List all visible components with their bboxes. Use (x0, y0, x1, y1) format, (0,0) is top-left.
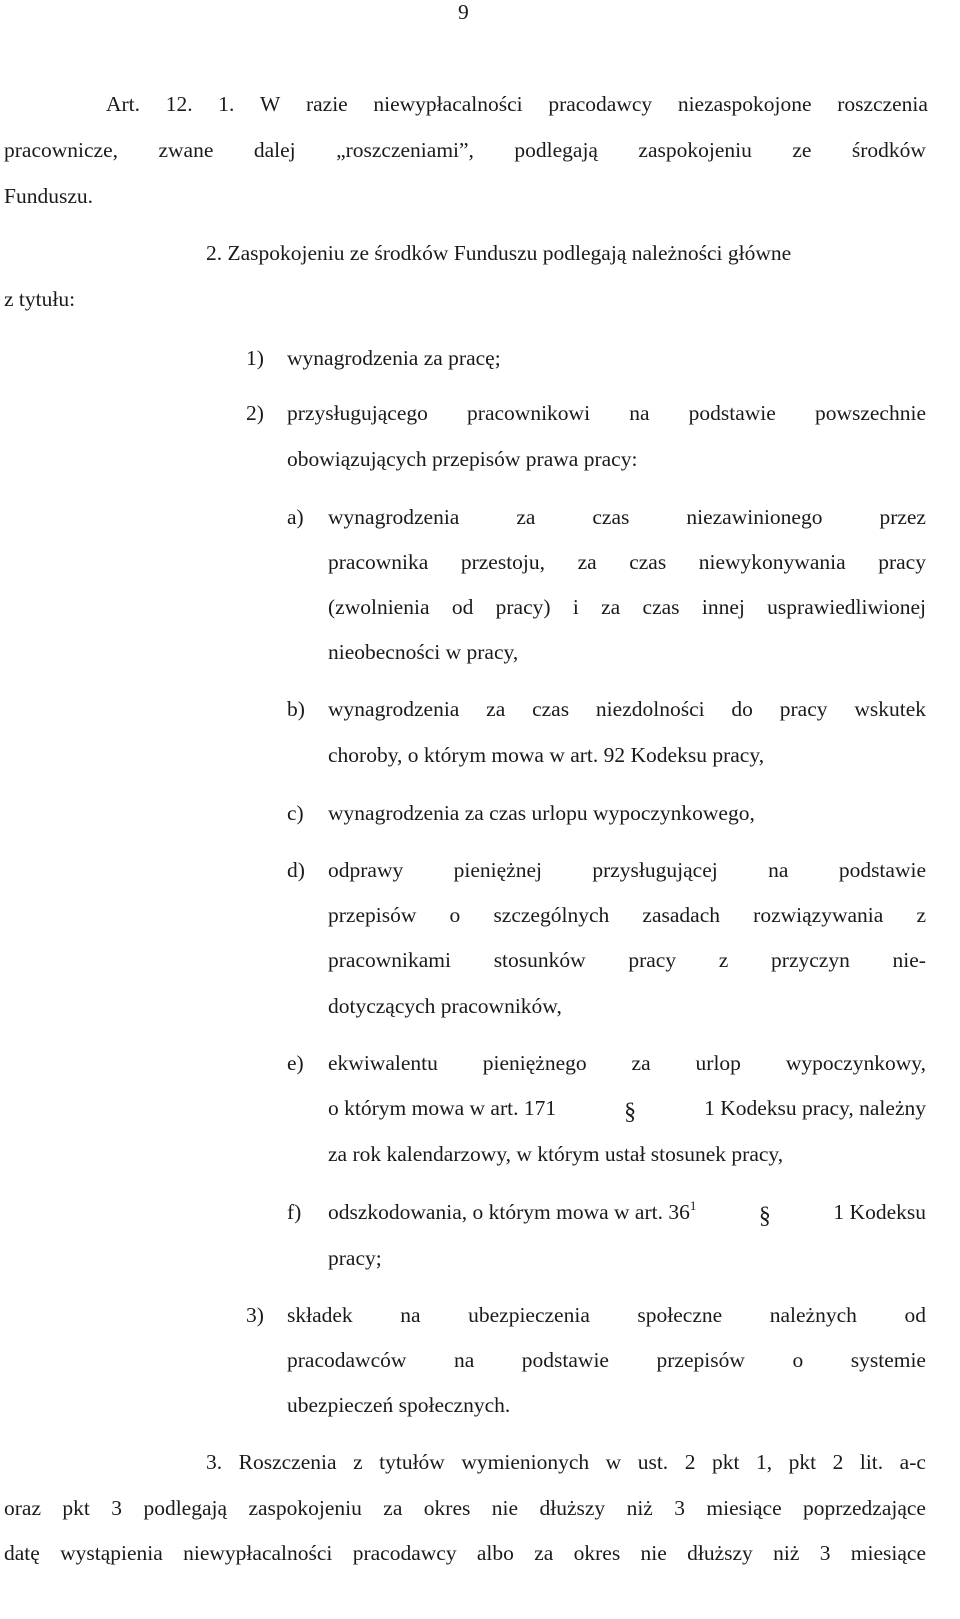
article-line-3: Funduszu. (4, 184, 93, 208)
article-line-1 (106, 94, 928, 116)
letter-text-line-2 (328, 1096, 926, 1125)
word: poprzedzające (803, 1496, 926, 1520)
letter-label: d) (287, 858, 305, 882)
word: 3. (206, 1450, 223, 1474)
word: dłuższy (539, 1496, 606, 1520)
word: społeczne (637, 1303, 723, 1327)
letter-text-line-3 (328, 950, 926, 972)
word: zaspokojeniu (248, 1496, 362, 1520)
word: pracy (779, 697, 828, 721)
word: rozwiązywania (753, 903, 884, 927)
word: przepisów (328, 903, 417, 927)
word: przysługującego (287, 401, 428, 425)
word: dłuższy (687, 1541, 753, 1565)
word: wymienionych (461, 1450, 590, 1474)
word: wystąpienia (60, 1541, 163, 1565)
word: miesiące (850, 1541, 926, 1565)
word: przez (879, 505, 926, 529)
word: albo (476, 1541, 514, 1565)
letter-label: c) (287, 801, 304, 825)
word: pracownika (328, 550, 429, 574)
word: odprawy (328, 858, 404, 882)
section-sign: § (624, 1099, 637, 1125)
word: 12. (165, 92, 193, 116)
word: podstawie (838, 858, 926, 882)
word: dalej (253, 138, 296, 162)
word: 3 (819, 1541, 831, 1565)
word: ust. (637, 1450, 669, 1474)
word: do (731, 697, 753, 721)
word: tytułów (379, 1450, 445, 1474)
letter-text-line-1 (328, 1053, 926, 1075)
word: przysługującej (592, 858, 718, 882)
word: usprawiedliwionej (767, 595, 926, 619)
word: za (631, 1051, 651, 1075)
letter-text-line-1: wynagrodzenia za czas urlopu wypoczynkowego, (328, 801, 755, 825)
word: na (629, 401, 650, 425)
letter-text-line-1 (328, 860, 926, 882)
word: roszczenia (837, 92, 928, 116)
word: czas (629, 550, 667, 574)
letter-label: a) (287, 505, 304, 529)
word: na (768, 858, 789, 882)
word: (zwolnienia (328, 595, 430, 619)
word: niewypłacalności (183, 1541, 333, 1565)
word: z (718, 948, 729, 972)
word: z (353, 1450, 363, 1474)
word: pieniężnej (453, 858, 542, 882)
word: Roszczenia (238, 1450, 337, 1474)
point-text-line-3: ubezpieczeń społecznych. (287, 1393, 511, 1417)
word: czas (592, 505, 630, 529)
word: pkt (711, 1450, 740, 1474)
word: przepisów (656, 1348, 745, 1372)
word: od (451, 595, 474, 619)
word: z (916, 903, 926, 927)
word: pracownikami (328, 948, 451, 972)
letter-label: e) (287, 1051, 304, 1075)
point-label: 2) (246, 401, 264, 425)
word: i (572, 595, 579, 619)
word: pracownicze, (4, 138, 118, 162)
word: składek (287, 1303, 353, 1327)
word: pracodawcy (352, 1541, 457, 1565)
word: za (577, 550, 597, 574)
point-text-line-1 (287, 1305, 926, 1327)
letter-text-line-1 (328, 1198, 926, 1229)
word: 2 (832, 1450, 844, 1474)
word: pracy) (495, 595, 551, 619)
letter-text-line-1 (328, 699, 926, 721)
word: o (449, 903, 461, 927)
word: pracy (628, 948, 677, 972)
word: zwane (158, 138, 214, 162)
word: ekwiwalentu (328, 1051, 438, 1075)
letter-f-text-b: 1 Kodeksu (833, 1200, 926, 1224)
word: niż (626, 1496, 653, 1520)
paragraph-3-line-2 (4, 1498, 926, 1520)
word: wypoczynkowy, (785, 1051, 926, 1075)
word: niewykonywania (698, 550, 846, 574)
word: wynagrodzenia (328, 505, 460, 529)
word: powszechnie (814, 401, 926, 425)
word: pkt (788, 1450, 817, 1474)
word: a-c (899, 1450, 926, 1474)
word: okres (423, 1496, 471, 1520)
word: „roszczeniami”, (336, 138, 474, 162)
word: za (383, 1496, 403, 1520)
word: innej (701, 595, 745, 619)
word: miesiące (706, 1496, 782, 1520)
letter-e-text-b: 1 Kodeksu pracy, należny (704, 1096, 926, 1120)
paragraph-2-line-1: 2. Zaspokojeniu ze środków Funduszu podlegają należności główne (206, 241, 792, 265)
point-label: 3) (246, 1303, 264, 1327)
word: 1, (755, 1450, 773, 1474)
word: nie (491, 1496, 519, 1520)
word: pracownikowi (467, 401, 591, 425)
word: zaspokojeniu (638, 138, 752, 162)
paragraph-3-line-1 (206, 1452, 926, 1474)
word: urlop (695, 1051, 741, 1075)
letter-text-line-2 (328, 905, 926, 927)
word: podlegają (143, 1496, 228, 1520)
word: 2 (684, 1450, 696, 1474)
word: 1. (218, 92, 235, 116)
word: przyczyn (771, 948, 850, 972)
word: niezawinionego (686, 505, 823, 529)
word: systemie (850, 1348, 926, 1372)
letter-text-line-4: nieobecności w pracy, (328, 640, 519, 664)
word: pkt (62, 1496, 90, 1520)
word: nie (640, 1541, 667, 1565)
word: przestoju, (460, 550, 546, 574)
point-text: wynagrodzenia za pracę; (287, 346, 501, 370)
word: za (516, 505, 536, 529)
letter-text-line-2: pracy; (328, 1246, 382, 1270)
word: na (453, 1348, 475, 1372)
word: za (601, 595, 621, 619)
word: wynagrodzenia (328, 697, 460, 721)
letter-text-line-1 (328, 507, 926, 529)
word: ze (792, 138, 812, 162)
word: pracy (878, 550, 926, 574)
point-label: 1) (246, 346, 264, 370)
word: czas (532, 697, 570, 721)
letter-e-text-a: o którym mowa w art. 171 (328, 1096, 557, 1120)
word: okres (573, 1541, 621, 1565)
word: razie (305, 92, 348, 116)
word: stosunków (493, 948, 586, 972)
word: niezaspokojone (677, 92, 812, 116)
letter-text-line-4: dotyczących pracowników, (328, 994, 562, 1018)
letter-text-line-3 (328, 597, 926, 619)
word: ubezpieczenia (468, 1303, 590, 1327)
word: czas (642, 595, 680, 619)
word: zasadach (642, 903, 720, 927)
paragraph-2-line-2: z tytułu: (4, 287, 76, 311)
point-text-line-2 (287, 1350, 926, 1372)
word: podlegają (514, 138, 598, 162)
word: o (792, 1348, 804, 1372)
word: środków (851, 138, 926, 162)
word: pracodawcy (548, 92, 653, 116)
word: wskutek (854, 697, 926, 721)
paragraph-3-line-3 (4, 1543, 926, 1565)
word: pracodawców (287, 1348, 407, 1372)
word: na (400, 1303, 421, 1327)
word: należnych (769, 1303, 857, 1327)
letter-text-line-2: choroby, o którym mowa w art. 92 Kodeksu pracy, (328, 743, 765, 767)
word: W (260, 92, 281, 116)
letter-label: b) (287, 697, 305, 721)
word: podstawie (521, 1348, 609, 1372)
word: niewypłacalności (373, 92, 523, 116)
article-line-2 (4, 140, 926, 162)
point-text-line-2: obowiązujących przepisów prawa pracy: (287, 447, 638, 471)
letter-text-line-3: za rok kalendarzowy, w którym ustał stosunek pracy, (328, 1142, 784, 1166)
point-text-line-1 (287, 403, 926, 425)
word: za (486, 697, 506, 721)
word: pieniężnego (482, 1051, 587, 1075)
page-number: 9 (458, 0, 469, 24)
word: Art. (106, 92, 141, 116)
letter-f-text-a (328, 1198, 697, 1226)
word: lit. (859, 1450, 884, 1474)
word: szczególnych (493, 903, 610, 927)
letter-text-line-2 (328, 552, 926, 574)
word: oraz (4, 1496, 41, 1520)
word: nie- (892, 948, 926, 972)
word: od (904, 1303, 926, 1327)
superscript: 1 (689, 1198, 697, 1213)
word: niż (773, 1541, 800, 1565)
word: podstawie (688, 401, 776, 425)
letter-label: f) (287, 1200, 302, 1224)
word: 3 (111, 1496, 123, 1520)
word: niezdolności (595, 697, 705, 721)
letter-f-text-a-main: odszkodowania, o którym mowa w art. 36 (328, 1200, 690, 1224)
word: 3 (674, 1496, 685, 1520)
section-sign: § (758, 1203, 771, 1229)
word: za (534, 1541, 554, 1565)
word: datę (4, 1541, 40, 1565)
word: w (605, 1450, 622, 1474)
